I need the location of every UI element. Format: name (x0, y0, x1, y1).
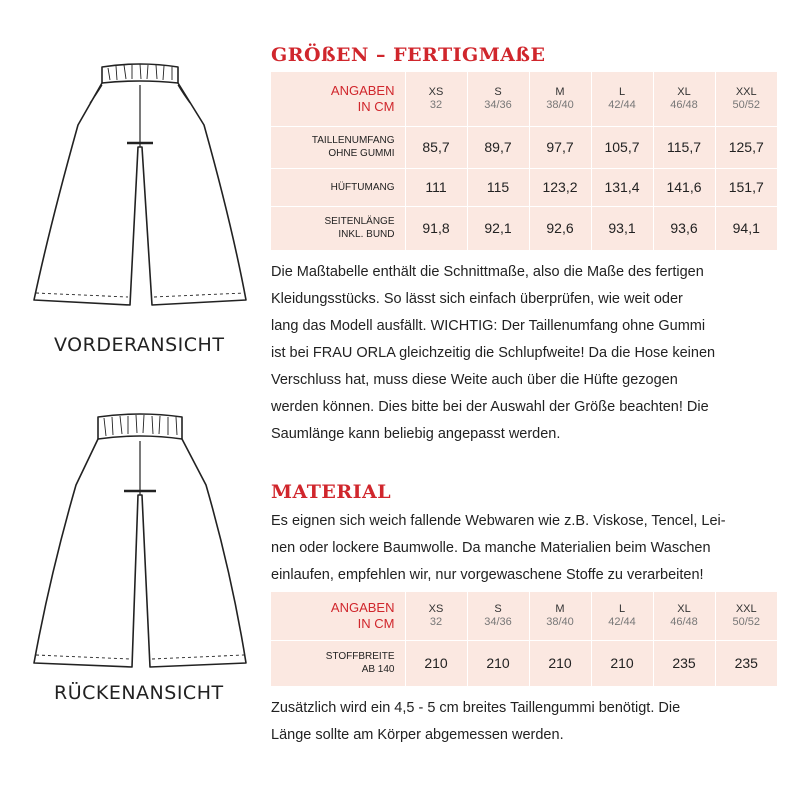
size-number: 50/52 (732, 615, 761, 628)
row-label-cell (271, 126, 405, 168)
table-header-row (271, 592, 777, 640)
back-view-label: RÜCKENANSICHT (54, 682, 224, 704)
size-header-cell (529, 72, 591, 126)
size-header-cell (653, 72, 715, 126)
value-cell: 92,6 (529, 206, 591, 250)
text-line: werden können. Dies bitte bei der Auswahl der Größe beachten! Die (271, 399, 709, 415)
value-cell: 125,7 (715, 126, 777, 168)
value-cell: 115,7 (653, 126, 715, 168)
material-intro (271, 508, 771, 589)
table-row (271, 126, 777, 168)
size-name: S (494, 85, 502, 98)
size-name: M (555, 602, 565, 615)
front-view-drawing (20, 55, 260, 325)
row-label-line2: AB 140 (361, 664, 395, 676)
value-cell: 93,1 (591, 206, 653, 250)
size-number: 50/52 (732, 98, 761, 111)
text-line: ist bei FRAU ORLA gleichzeitig die Schlupfweite! Da die Hose keinen (271, 345, 716, 361)
size-number: 46/48 (670, 98, 698, 111)
size-number: 42/44 (608, 98, 636, 111)
size-name: L (618, 602, 626, 615)
size-number: 42/44 (608, 615, 636, 628)
header-label-line1: ANGABEN (330, 82, 395, 98)
size-header-cell (591, 592, 653, 640)
value-cell: 97,7 (529, 126, 591, 168)
size-name: L (618, 85, 626, 98)
row-label-line2: OHNE GUMMI (328, 148, 395, 159)
row-label-line2: INKL. BUND (338, 229, 395, 241)
front-view-label: VORDERANSICHT (54, 334, 225, 356)
value-cell: 235 (734, 655, 758, 672)
value-cell: 235 (653, 640, 715, 686)
row-label-cell (271, 206, 405, 250)
value-cell: 111 (405, 168, 467, 206)
size-header-cell (405, 592, 467, 640)
text-line: Länge sollte am Körper abgemessen werden. (271, 727, 564, 743)
size-name: M (555, 85, 565, 98)
value-cell: 151,7 (715, 168, 777, 206)
value-cell: 210 (529, 640, 591, 686)
value-cell: 91,8 (405, 206, 467, 250)
header-label-line2: IN CM (357, 615, 395, 631)
size-name: XXL (735, 602, 757, 615)
back-view-drawing (20, 405, 260, 675)
size-number: 32 (429, 615, 443, 628)
text-line: einlaufen, empfehlen wir, nur vorgewaschene Stoffe zu verarbeiten! (271, 567, 704, 583)
row-label-line1: STOFFBREITE (325, 651, 395, 663)
size-name: XS (428, 85, 444, 98)
size-header-cell (467, 592, 529, 640)
header-label-cell (271, 72, 405, 126)
text-line: Kleidungsstücks. So lässt sich einfach überprüfen, wie weit oder (271, 291, 683, 307)
table-header-row (271, 72, 777, 126)
text-line: lang das Modell ausfällt. WICHTIG: Der Taillenumfang ohne Gummi (271, 318, 706, 334)
value-cell: 105,7 (591, 126, 653, 168)
header-label-line2: IN CM (357, 98, 395, 114)
value-cell: 210 (467, 640, 529, 686)
size-name: XL (677, 602, 691, 615)
row-label-line1: HÜFTUMANG (330, 181, 395, 193)
text-line: Verschluss hat, muss diese Weite auch über die Hüfte gezogen (271, 372, 678, 388)
value-cell: 94,1 (732, 220, 760, 237)
sizes-heading: GRÖßEN – FERTIGMAßE (271, 44, 546, 66)
size-number: 34/36 (484, 98, 512, 111)
measurements-description (271, 259, 771, 448)
value-cell: 89,7 (467, 126, 529, 168)
text-line: Die Maßtabelle enthält die Schnittmaße, also die Maße des fertigen (271, 264, 704, 280)
size-name: XL (677, 85, 691, 98)
value-cell: 115 (467, 168, 529, 206)
value-cell: 85,7 (405, 126, 467, 168)
row-label-cell (271, 168, 405, 206)
table-row (271, 168, 777, 206)
size-header-cell (715, 72, 777, 126)
value-cell: 210 (405, 640, 467, 686)
size-header-cell (467, 72, 529, 126)
value-cell: 131,4 (591, 168, 653, 206)
material-footer (271, 695, 771, 749)
material-heading: MATERIAL (271, 481, 392, 503)
value-cell: 141,6 (653, 168, 715, 206)
text-line: Es eignen sich weich fallende Webwaren wie z.B. Viskose, Tencel, Lei- (271, 513, 726, 529)
size-number: 38/40 (546, 98, 574, 111)
finished-measurements-table (271, 72, 777, 250)
size-number: 38/40 (546, 615, 574, 628)
size-number: 46/48 (670, 615, 698, 628)
text-line: nen oder lockere Baumwolle. Da manche Materialien beim Waschen (271, 540, 711, 556)
value-cell: 123,2 (529, 168, 591, 206)
table-row (271, 640, 777, 686)
size-header-cell (591, 72, 653, 126)
size-header-cell (715, 592, 777, 640)
row-label-line1: SEITENLÄNGE (324, 216, 395, 228)
text-line: Zusätzlich wird ein 4,5 - 5 cm breites Taillengummi benötigt. Die (271, 700, 681, 716)
header-label-line1: ANGABEN (330, 599, 395, 615)
fabric-width-table (271, 592, 777, 686)
size-name: XS (428, 602, 444, 615)
size-header-cell (405, 72, 467, 126)
header-label-cell (271, 592, 405, 640)
value-cell: 93,6 (653, 206, 715, 250)
size-name: XXL (735, 85, 757, 98)
size-number: 34/36 (484, 615, 512, 628)
table-row (271, 206, 777, 250)
value-cell: 210 (591, 640, 653, 686)
size-header-cell (529, 592, 591, 640)
value-cell: 92,1 (467, 206, 529, 250)
size-header-cell (653, 592, 715, 640)
size-number: 32 (429, 98, 443, 111)
size-name: S (494, 602, 502, 615)
row-label-cell (271, 640, 405, 686)
row-label-line1: TAILLENUMFANG (311, 135, 395, 146)
text-line: Saumlänge kann beliebig angepasst werden. (271, 426, 561, 442)
